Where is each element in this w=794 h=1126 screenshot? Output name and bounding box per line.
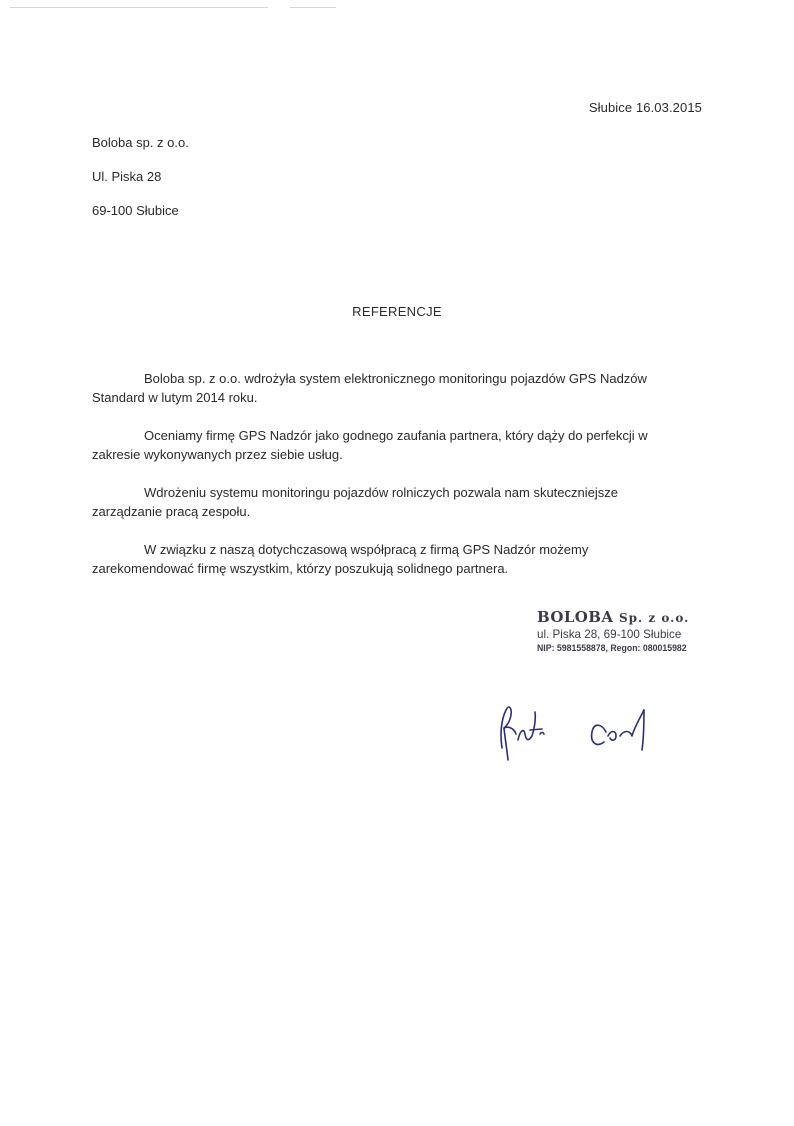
scan-edge-line [290,7,336,8]
stamp-company-line [537,609,737,627]
paragraph-1: Boloba sp. z o.o. wdrożyła system elektronicznego monitoringu pojazdów GPS Nadzów Standard w lutym 2014 roku. [92,371,647,405]
recipient-street: Ul. Piska 28 [92,169,162,184]
recipient-address [92,134,189,236]
paragraph-4: W związku z naszą dotychczasową współpracą z firmą GPS Nadzór możemy zarekomendować firmę wszystkim, którzy poszukują solidnego partnera. [92,542,589,576]
stamp-company-name: BOLOBA [537,608,614,626]
signature-image [494,690,674,770]
place-date: Słubice 16.03.2015 [588,100,702,115]
document-title: REFERENCJE [352,304,442,319]
stamp-ids: NIP: 5981558878, Regon: 080015982 [537,643,687,654]
company-stamp [537,609,737,655]
paragraph-3: Wdrożeniu systemu monitoringu pojazdów rolniczych pozwala nam skuteczniejsze zarządzanie pracą zespołu. [92,485,618,519]
scan-edge-line [10,7,268,8]
recipient-city: 69-100 Słubice [92,203,179,218]
paragraph-2: Oceniamy firmę GPS Nadzór jako godnego zaufania partnera, który dąży do perfekcji w zakresie wykonywanych przez siebie usług. [92,428,648,462]
stamp-company-suffix: Sp. z o.o. [618,611,690,625]
stamp-address: ul. Piska 28, 69-100 Słubice [537,627,682,641]
recipient-name: Boloba sp. z o.o. [92,135,189,150]
letter-body [92,369,672,597]
